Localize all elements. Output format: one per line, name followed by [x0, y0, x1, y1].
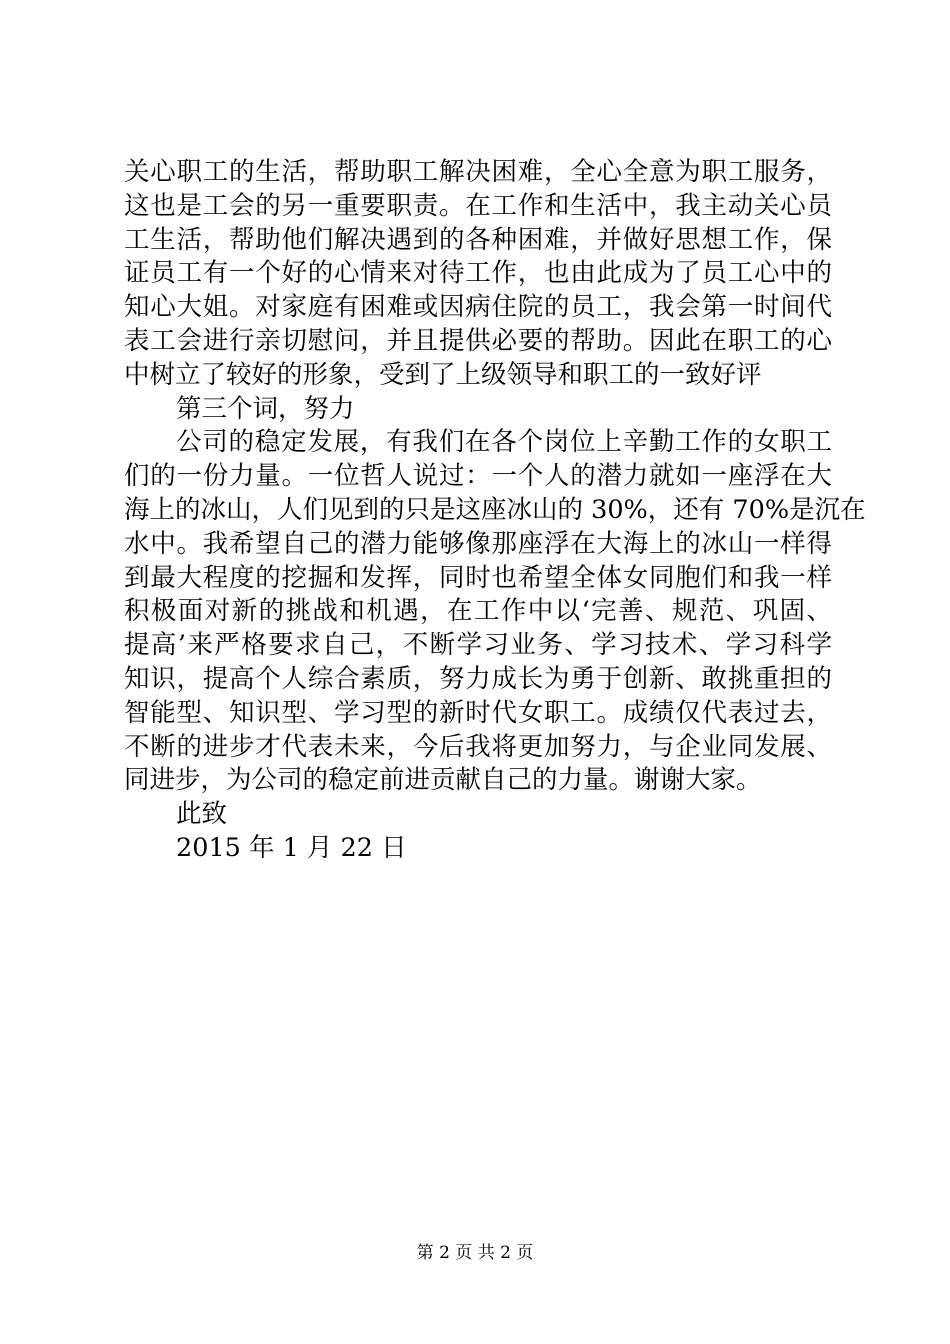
text-line: 公司的稳定发展，有我们在各个岗位上辛勤工作的女职工	[176, 427, 832, 458]
text-line: 海上的冰山，人们见到的只是这座冰山的 30%，还有 70%是沉在	[124, 494, 866, 525]
text-line: 到最大程度的挖掘和发挥，同时也希望全体女同胞们和我一样	[124, 562, 832, 593]
text-line: 表工会进行亲切慰问，并且提供必要的帮助。因此在职工的心	[124, 325, 832, 356]
paragraph-care-for-workers	[124, 156, 832, 393]
document-date: 2015 年 1 月 22 日	[176, 832, 407, 863]
section-heading: 第三个词，努力	[176, 393, 355, 424]
text-line: 关心职工的生活，帮助职工解决困难，全心全意为职工服务，	[124, 157, 832, 187]
text-line: 证员工有一个好的心情来对待工作，也由此成为了员工心中的	[124, 258, 832, 289]
text-line: 不断的进步才代表未来，今后我将更加努力，与企业同发展、	[124, 731, 832, 762]
text-line: 提高’来严格要求自己，不断学习业务、学习技术、学习科学	[124, 630, 832, 661]
text-line: 水中。我希望自己的潜力能够像那座浮在大海上的冰山一样得	[124, 528, 832, 559]
page-footer: 第 2 页 共 2 页	[416, 1243, 534, 1263]
closing-salutation: 此致	[176, 799, 228, 830]
text-line: 们的一份力量。一位哲人说过：一个人的潜力就如一座浮在大	[124, 461, 832, 492]
text-line: 知心大姐。对家庭有困难或因病住院的员工，我会第一时间代	[124, 292, 832, 323]
paragraph-company-development	[124, 426, 866, 798]
text-line: 积极面对新的挑战和机遇，在工作中以‘完善、规范、巩固、	[124, 596, 832, 627]
text-line: 这也是工会的另一重要职责。在工作和生活中，我主动关心员	[124, 190, 832, 221]
text-line: 中树立了较好的形象，受到了上级领导和职工的一致好评	[124, 359, 762, 390]
text-line: 同进步，为公司的稳定前进贡献自己的力量。谢谢大家。	[124, 765, 762, 796]
document-body	[124, 156, 866, 866]
text-line: 知识，提高个人综合素质，努力成长为勇于创新、敢挑重担的	[124, 663, 832, 694]
text-line: 智能型、知识型、学习型的新时代女职工。成绩仅代表过去，	[124, 697, 832, 728]
text-line: 工生活，帮助他们解决遇到的各种困难，并做好思想工作，保	[124, 224, 832, 255]
